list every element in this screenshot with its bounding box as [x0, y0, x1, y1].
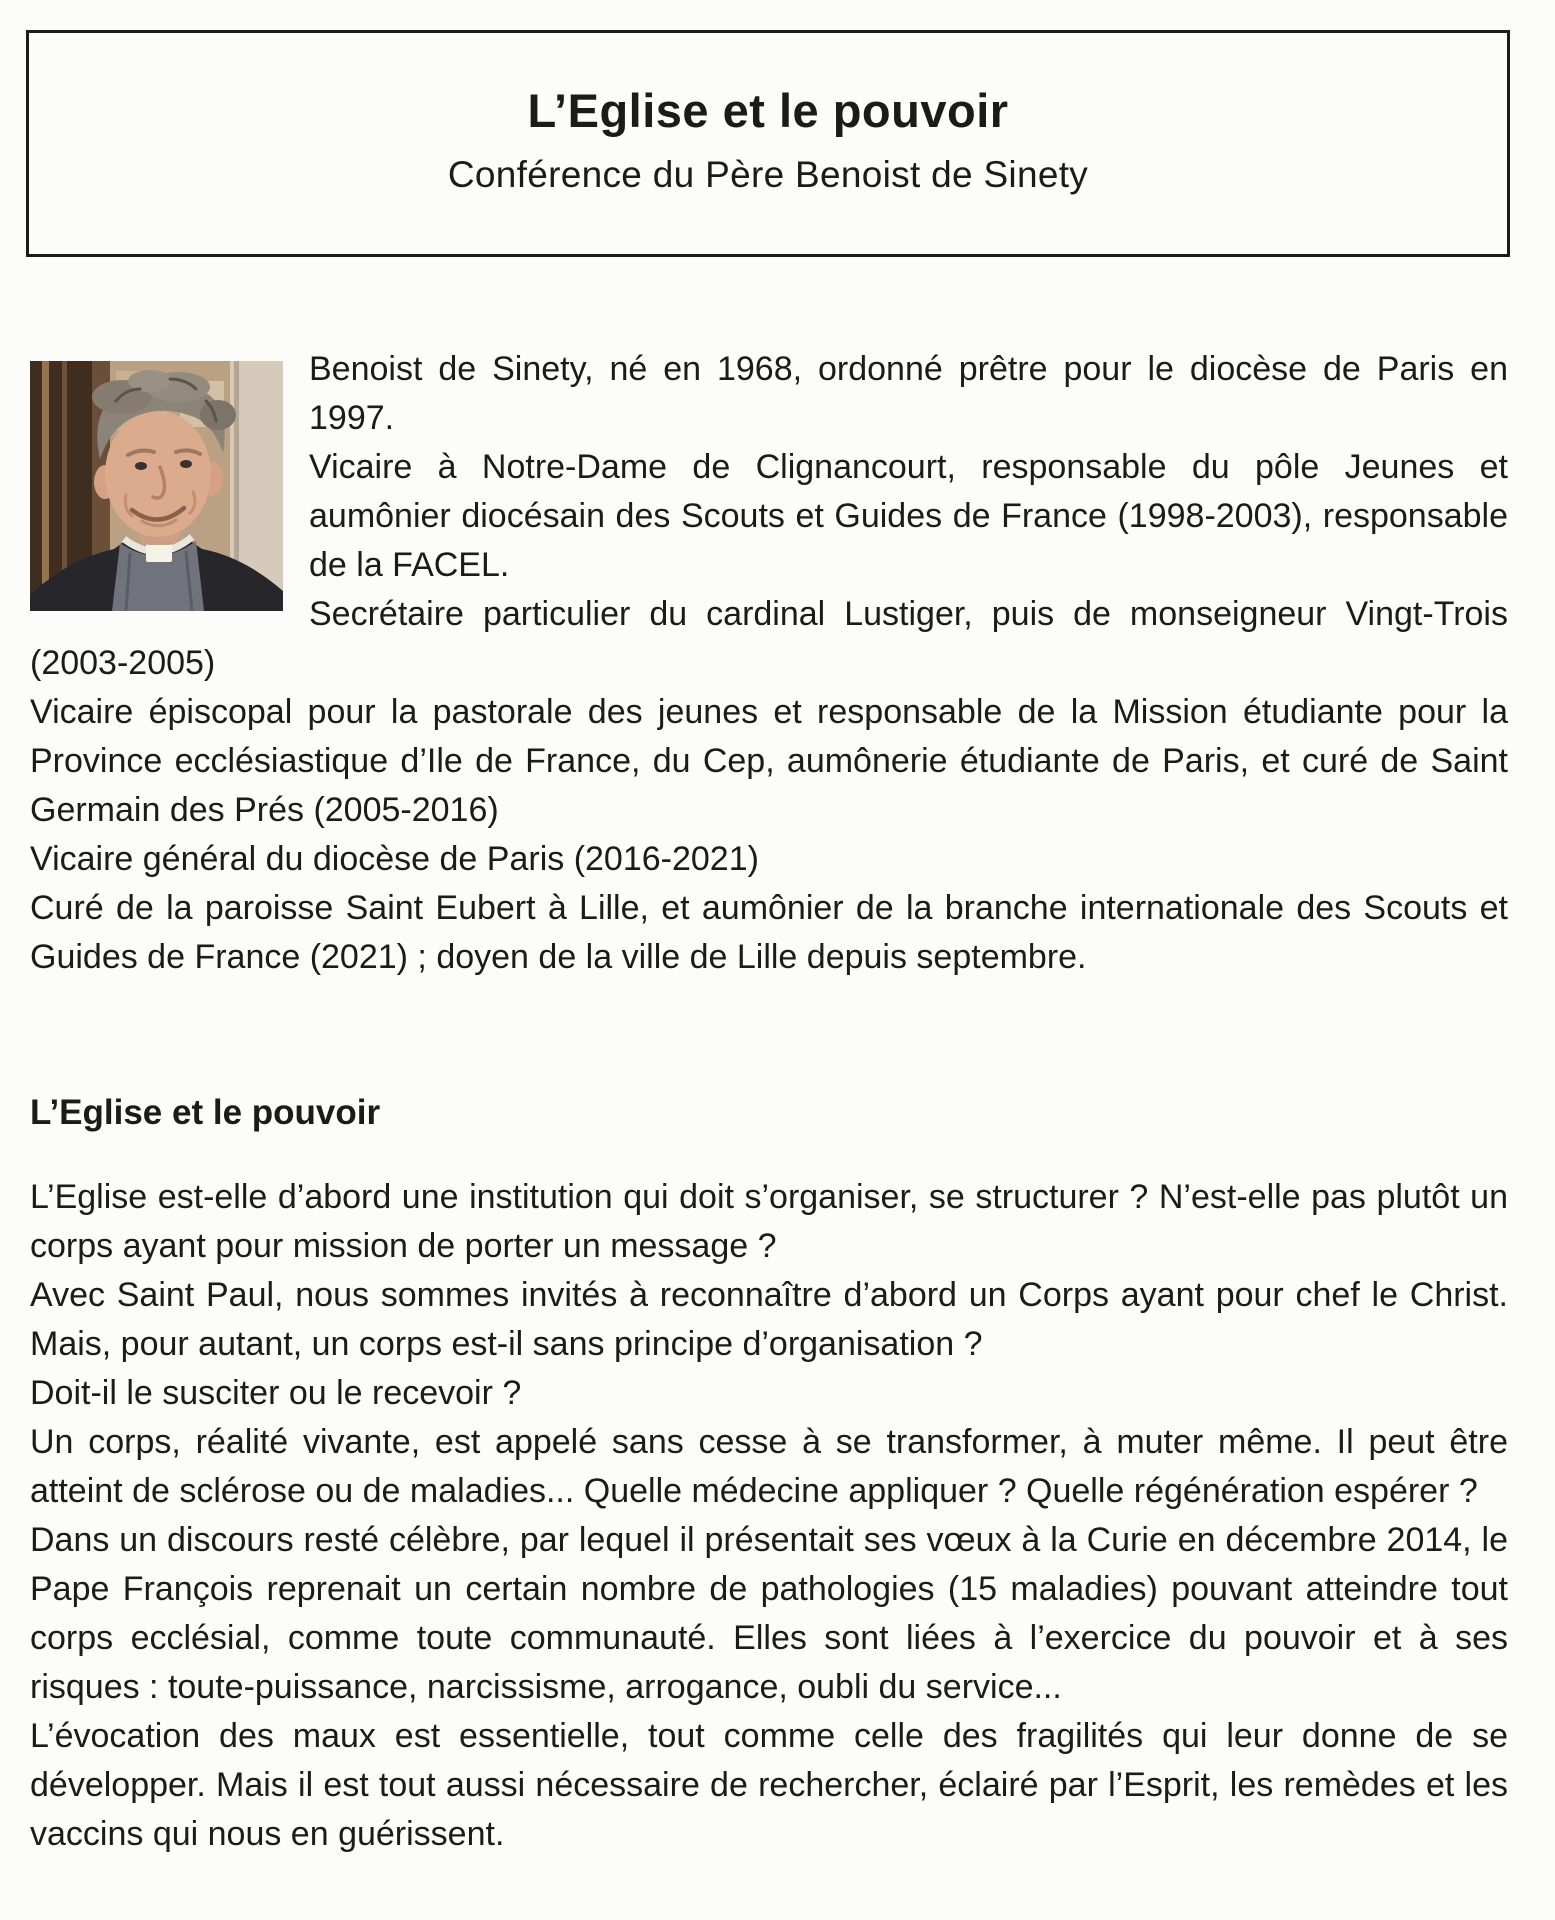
section-heading: L’Eglise et le pouvoir — [30, 1093, 381, 1132]
bio-paragraph-2: Vicaire à Notre-Dame de Clignancourt, responsable du pôle Jeunes et aumônier diocésain des Scouts et Guides de France (1998-2003), responsable de la FACEL. — [309, 448, 1508, 584]
bio-paragraph-1: Benoist de Sinety, né en 1968, ordonné prêtre pour le diocèse de Paris en 1997. — [309, 350, 1508, 437]
conference-text — [30, 1173, 1508, 1859]
main-paragraph-3: Doit-il le susciter ou le recevoir ? — [30, 1374, 522, 1412]
title-box — [26, 30, 1510, 257]
document-body — [30, 345, 1508, 1859]
bio-paragraph-6: Curé de la paroisse Saint Eubert à Lille, et aumônier de la branche internationale des Scouts et Guides de France (2021) ; doyen de la ville de Lille depuis septembre. — [30, 889, 1508, 976]
bio-paragraph-4: Vicaire épiscopal pour la pastorale des jeunes et responsable de la Mission étudiante pour la Province ecclésiastique d’Ile de France, du Cep, aumônerie étudiante de Paris, et curé de Saint Germain des Prés (2005-2016) — [30, 693, 1508, 829]
bio-paragraph-3: Secrétaire particulier du cardinal Lustiger, puis de monseigneur Vingt-Trois (2003-2005) — [30, 595, 1508, 682]
main-paragraph-4: Un corps, réalité vivante, est appelé sans cesse à se transformer, à muter même. Il peut être atteint de sclérose ou de maladies... Quelle médecine appliquer ? Quelle régénération espérer ? — [30, 1423, 1508, 1510]
document-subtitle: Conférence du Père Benoist de Sinety — [447, 154, 1089, 195]
bio-paragraph-5: Vicaire général du diocèse de Paris (2016-2021) — [30, 840, 759, 878]
main-paragraph-2: Avec Saint Paul, nous sommes invités à reconnaître d’abord un Corps ayant pour chef le Christ. Mais, pour autant, un corps est-il sans principe d’organisation ? — [30, 1276, 1508, 1363]
main-paragraph-5: Dans un discours resté célèbre, par lequel il présentait ses vœux à la Curie en décembre 2014, le Pape François reprenait un certain nombre de pathologies (15 maladies) pouvant atteindre tout corps ecclésial, comme toute communauté. Elles sont liées à l’exercice du pouvoir et à ses risques : toute-puissance, narcissisme, arrogance, oubli du service... — [30, 1521, 1508, 1706]
main-paragraph-1: L’Eglise est-elle d’abord une institution qui doit s’organiser, se structurer ? N’est-elle pas plutôt un corps ayant pour mission de porter un message ? — [30, 1178, 1508, 1265]
main-paragraph-6: L’évocation des maux est essentielle, tout comme celle des fragilités qui leur donne de se développer. Mais il est tout aussi nécessaire de rechercher, éclairé par l’Esprit, les remèdes et les vaccins qui nous en guérissent. — [30, 1717, 1508, 1853]
biography-section — [30, 345, 1508, 982]
priest-portrait-photo — [30, 361, 283, 611]
document-title: L’Eglise et le pouvoir — [527, 84, 1009, 137]
